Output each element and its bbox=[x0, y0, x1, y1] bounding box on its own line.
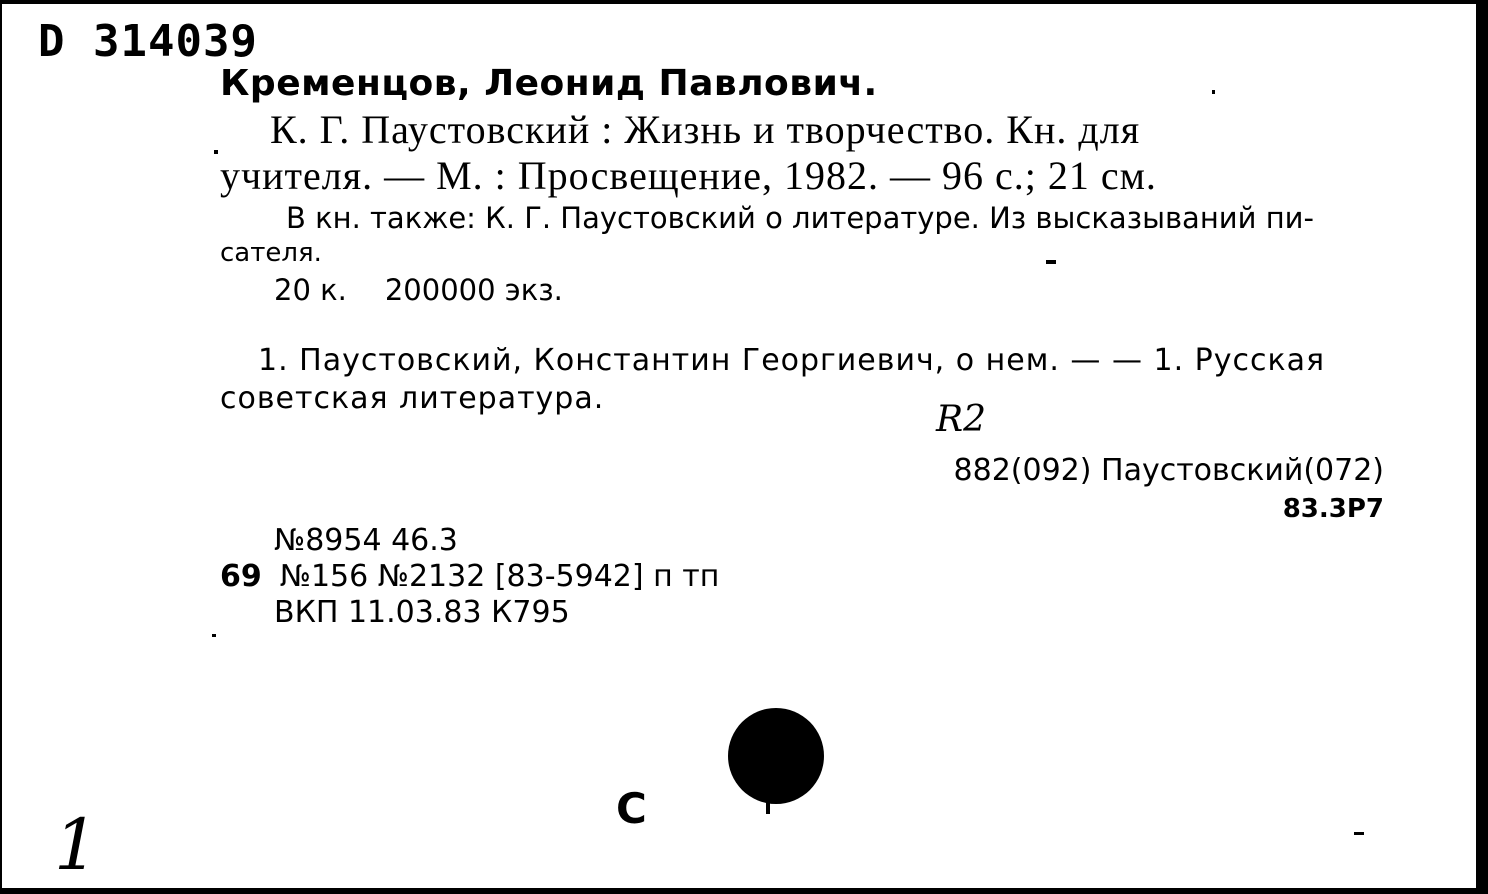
call-number: D 314039 bbox=[38, 16, 258, 67]
title-line-1: К. Г. Паустовский : Жизнь и творчество. Кн. для bbox=[270, 107, 1141, 152]
bbk-index: 83.3Р7 bbox=[1282, 494, 1384, 524]
ink-speck bbox=[1212, 90, 1215, 94]
note-line-2: сателя. bbox=[220, 238, 322, 268]
service-line-1: №8954 46.3 bbox=[274, 523, 458, 558]
catalog-card bbox=[2, 4, 1486, 888]
subject-line-2: советская литература. bbox=[220, 381, 605, 416]
note-line-1: В кн. также: К. Г. Паустовский о литературе. Из высказываний пи- bbox=[286, 201, 1314, 235]
price-line bbox=[274, 273, 563, 307]
author-heading: Кременцов, Леонид Павлович. bbox=[220, 63, 878, 104]
handwritten-number: 1 bbox=[54, 804, 99, 886]
ink-speck bbox=[766, 800, 770, 814]
punch-hole bbox=[728, 708, 824, 804]
ink-speck bbox=[1046, 260, 1056, 264]
ink-speck bbox=[1354, 832, 1364, 835]
subject-line-1: 1. Паустовский, Константин Георгиевич, о нем. — — 1. Русская bbox=[258, 343, 1326, 378]
print-run: 200000 экз. bbox=[384, 273, 563, 307]
ink-speck bbox=[212, 634, 216, 637]
title-line-2: учителя. — М. : Просвещение, 1982. — 96 с.; 21 см. bbox=[220, 153, 1157, 198]
stamp-letter: С bbox=[616, 784, 647, 833]
udc-index: 882(092) Паустовский(072) bbox=[953, 453, 1384, 488]
service-prefix: 69 bbox=[220, 559, 262, 594]
service-line-3: ВКП 11.03.83 К795 bbox=[274, 595, 570, 630]
service-line-2 bbox=[220, 559, 720, 594]
service-line-2-text: №156 №2132 [83-5942] п тп bbox=[279, 559, 720, 594]
price: 20 к. bbox=[274, 273, 347, 307]
handwritten-mark: R2 bbox=[936, 399, 987, 440]
ink-speck bbox=[214, 150, 218, 154]
